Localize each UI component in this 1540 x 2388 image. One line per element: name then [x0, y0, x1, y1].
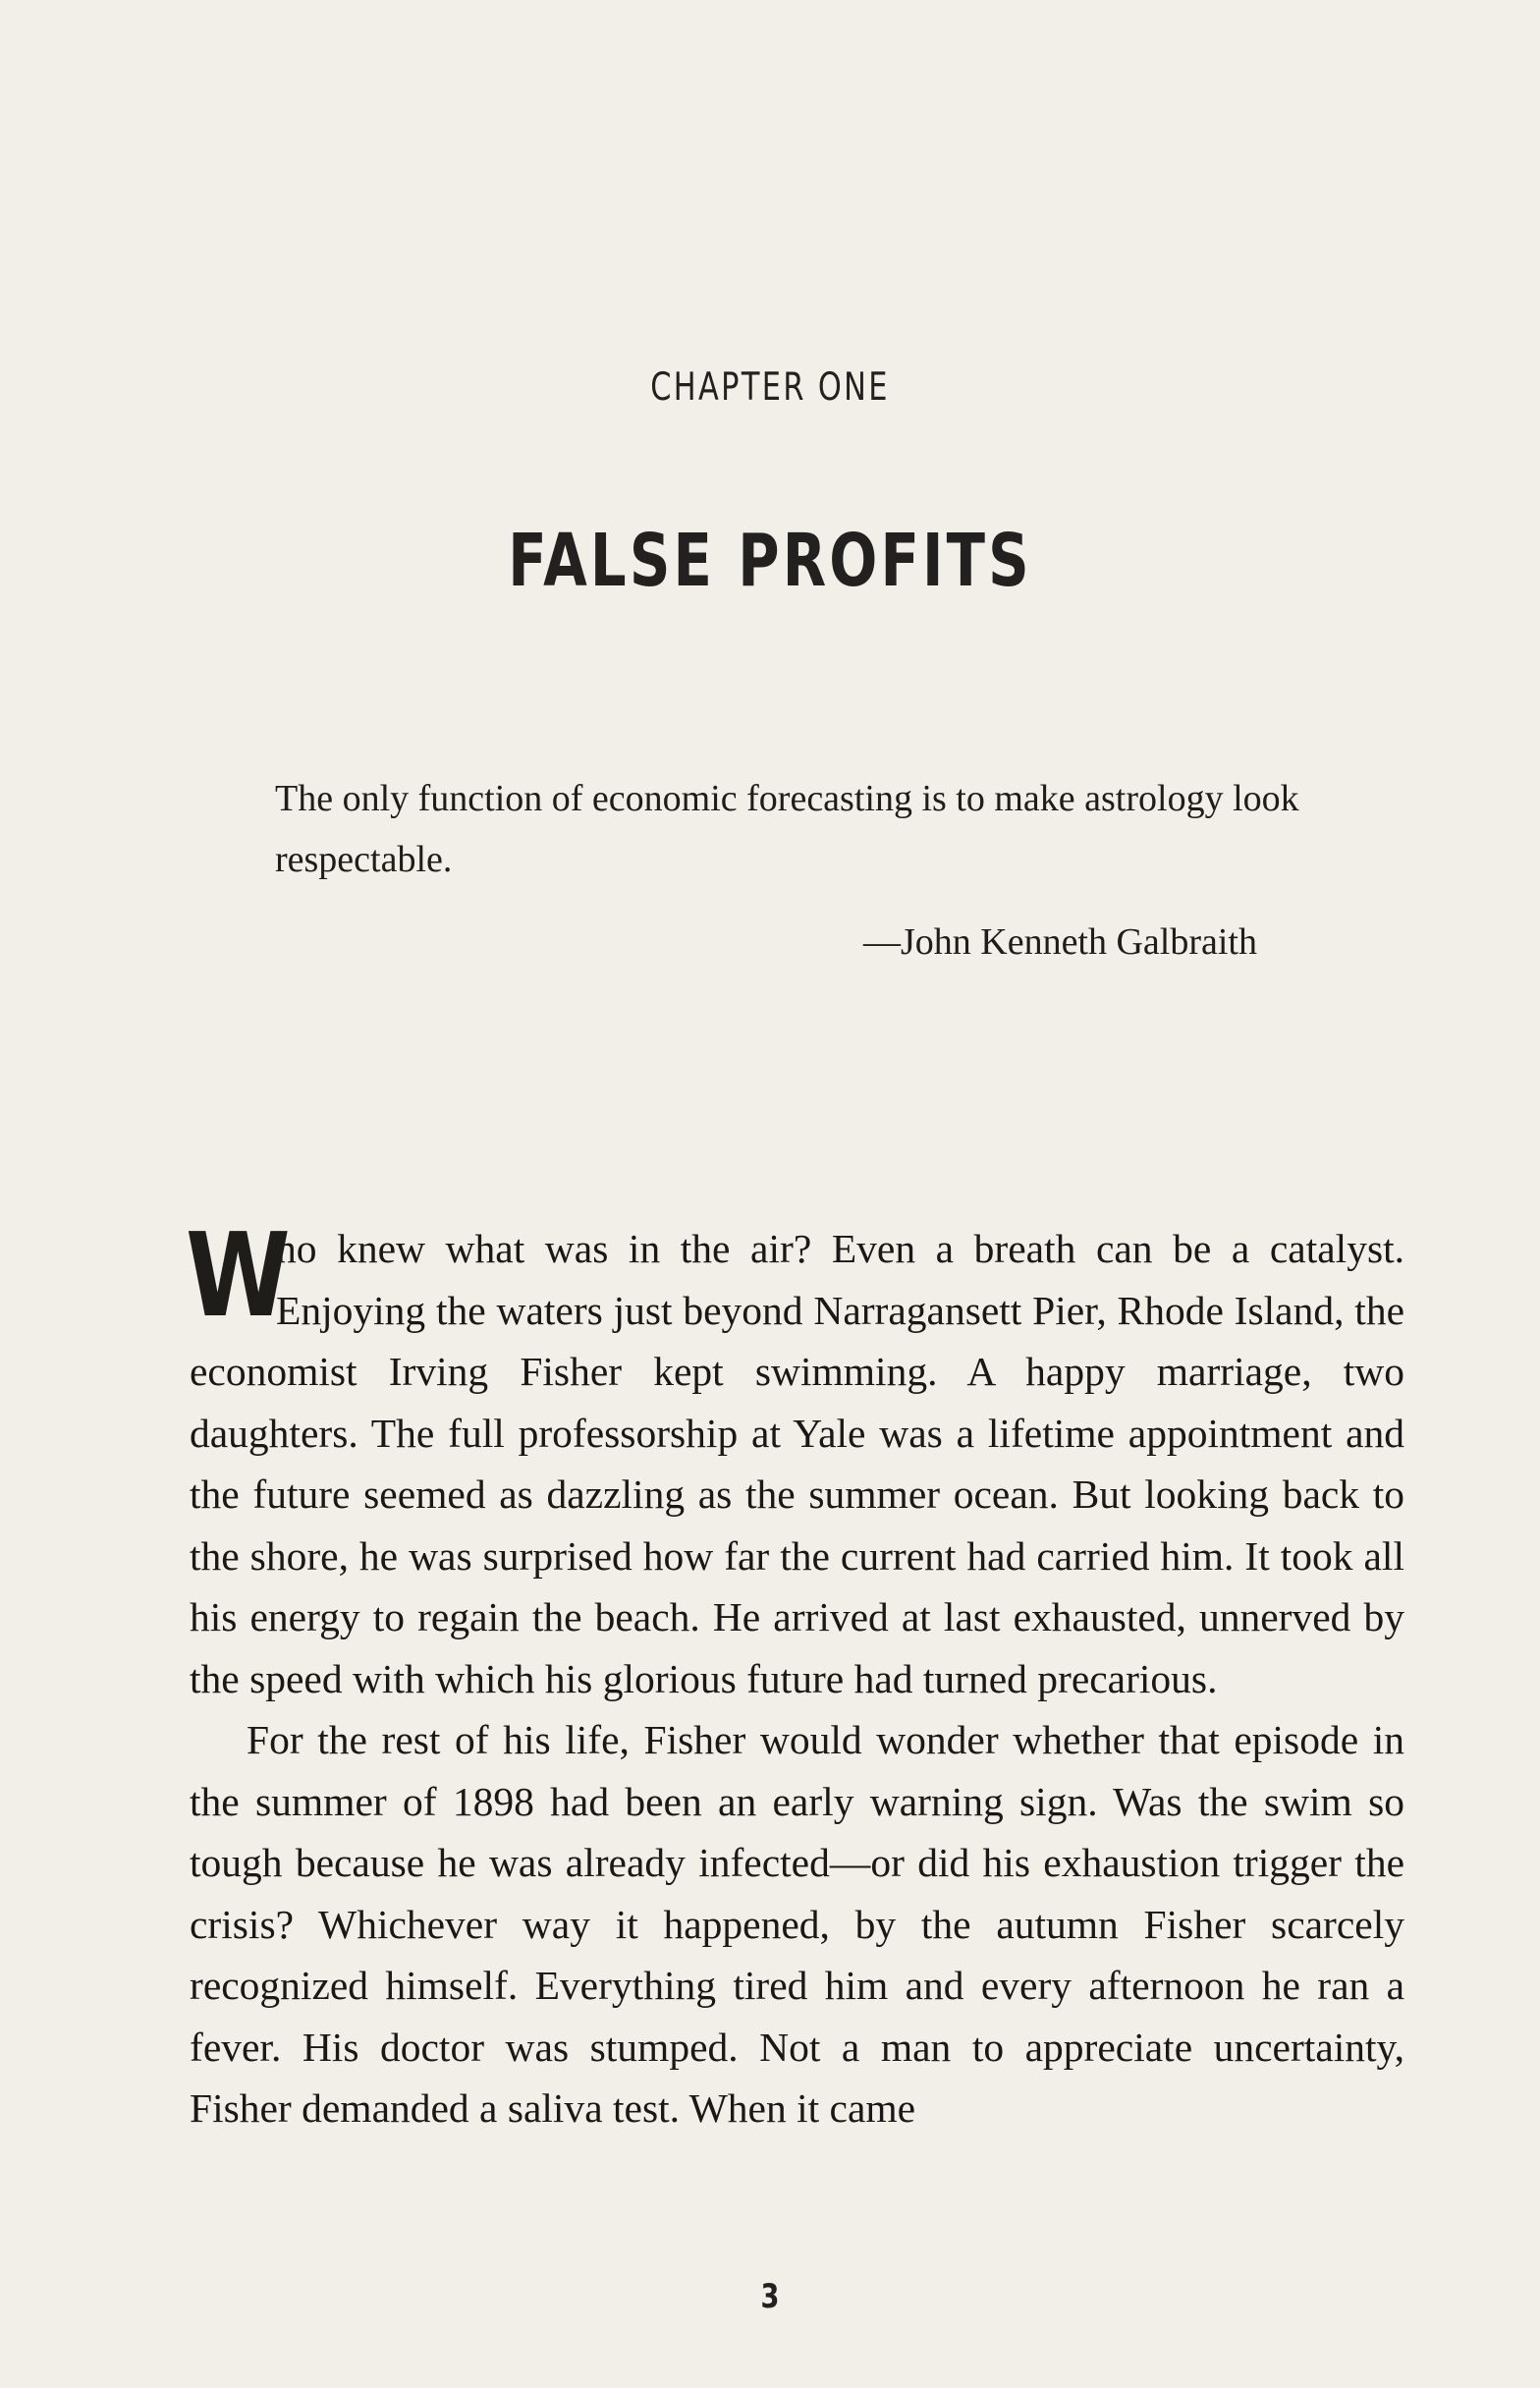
paragraph-2: For the rest of his life, Fisher would wonder whether that episode in the summer of 1898 had been an early warning sign. Was the swim so tough because he was already infected—or did his exhaustion trigger the crisis? Whichever way it happened, by the autumn Fisher scarcely recognized himself. Everything tired him and every afternoon he ran a fever. His doctor was stumped. Not a man to appreciate uncertainty, Fisher demanded a saliva test. When it came: [190, 1717, 1404, 2131]
epigraph-quote: The only function of economic forecasting is to make astrology look respectable.: [275, 778, 1299, 880]
chapter-title: FALSE PROFITS: [508, 519, 1032, 603]
chapter-label: CHAPTER ONE: [650, 365, 890, 410]
paragraph-1-text: ho knew what was in the air? Even a breath can be a catalyst. Enjoying the waters just beyond Narragansett Pier, Rhode Island, the economist Irving Fisher kept swimming. A happy marriage, two daughters. The full professorship at Yale was a lifetime appointment and the future seemed as dazzling as the summer ocean. But looking back to the shore, he was surprised how far the current had carried him. It took all his energy to regain the beach. He arrived at last exhausted, unnerved by the speed with which his glorious future had turned precarious.: [190, 1226, 1404, 1701]
paragraph-1: [186, 1207, 1404, 1709]
epigraph-attribution: —John Kenneth Galbraith: [862, 921, 1257, 963]
body-text: [186, 1207, 1404, 2139]
drop-cap: W: [186, 1207, 291, 1343]
page-number: 3: [760, 2277, 780, 2316]
